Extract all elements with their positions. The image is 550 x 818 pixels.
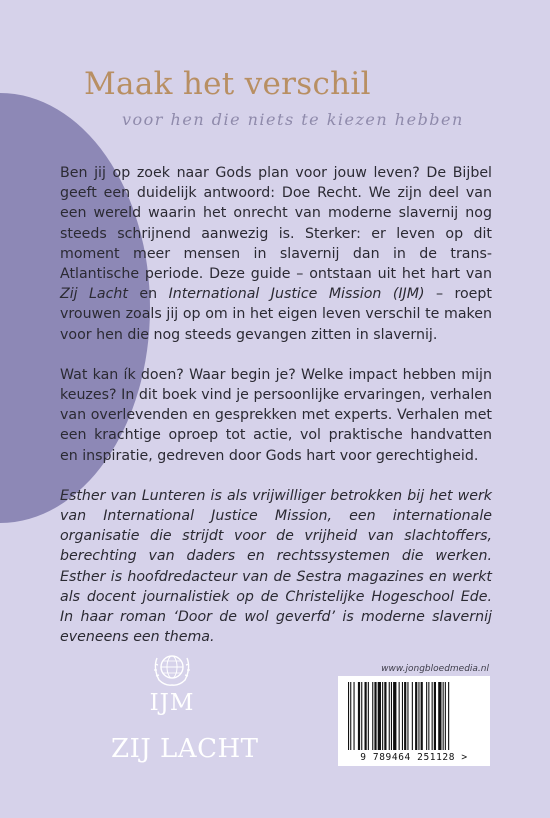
barcode-bar bbox=[374, 682, 376, 750]
blurb-paragraph-2: Wat kan ík doen? Waar begin je? Welke impact hebben mijn keuzes? In dit boek vind je persoonlijke ervaringen, verhalen van overlevenden en gesprekken met experts. Verhalen met een krachtige oproep tot actie, vol praktische handvatten en inspiratie, gedreven door Gods hart voor gerechtigheid. bbox=[60, 366, 492, 464]
barcode bbox=[338, 676, 490, 766]
barcode-bar bbox=[384, 682, 386, 750]
barcode-bar bbox=[365, 682, 367, 750]
barcode-bar bbox=[421, 682, 423, 750]
barcode-bar bbox=[354, 682, 355, 750]
barcode-bar bbox=[412, 682, 413, 750]
barcode-bars bbox=[338, 676, 490, 752]
barcode-bar bbox=[368, 682, 369, 750]
barcode-bar bbox=[438, 682, 441, 750]
barcode-bar bbox=[418, 682, 419, 750]
ijm-wordmark: IJM bbox=[149, 690, 195, 716]
barcode-bar bbox=[448, 682, 449, 750]
barcode-bar bbox=[391, 682, 392, 750]
barcode-bar bbox=[378, 682, 381, 750]
barcode-digits: 9 789464 251128 > bbox=[360, 752, 468, 763]
barcode-bar bbox=[393, 682, 396, 750]
barcode-bar bbox=[434, 682, 436, 750]
zij-lacht-logo: ZIJ LACHT bbox=[111, 734, 259, 764]
barcode-bar bbox=[389, 682, 390, 750]
blurb-text bbox=[60, 163, 492, 667]
barcode-bar bbox=[443, 682, 444, 750]
barcode-bar bbox=[361, 682, 362, 750]
cover-subtitle: voor hen die niets te kiezen hebben bbox=[122, 110, 464, 129]
barcode-bar bbox=[426, 682, 427, 750]
barcode-bar bbox=[348, 682, 349, 750]
author-bio: Esther van Lunteren is als vrijwilliger betrokken bij het werk van International Justice Mission, een internationale organisatie die strijdt voor de vrijheid van slachtoffers, berechting van daders en rechtssystemen die werken. Esther is hoofdredacteur van de Sestra magazines en werkt als docent journalistiek op de Christelijke Hogeschool Ede. In haar roman ‘Door de wol geverfd’ is moderne slavernij eveneens een thema. bbox=[60, 487, 492, 646]
barcode-bar bbox=[432, 682, 433, 750]
publisher-url: www.jongbloedmedia.nl bbox=[381, 664, 489, 674]
barcode-bar bbox=[402, 682, 403, 750]
barcode-bar bbox=[415, 682, 417, 750]
barcode-bar bbox=[358, 682, 360, 750]
blurb-paragraph-1: Ben jij op zoek naar Gods plan voor jouw leven? De Bijbel geeft een duidelijk antwoord: Doe Recht. We zijn deel van een wereld waarin het onrecht van moderne slavernij nog steeds schrijnend aanwezig is. Sterker: er leven op dit moment meer mensen in slavernij dan in de trans-Atlantische periode. Deze guide – ontstaan uit het hart van Zij Lacht en International Justice Mission (IJM) – roept vrouwen zoals jij op om in het eigen leven verschil te maken voor hen die nog steeds gevangen zitten in slavernij. bbox=[60, 165, 492, 343]
globe-wreath-icon bbox=[149, 648, 195, 688]
barcode-bar bbox=[399, 682, 400, 750]
barcode-bar bbox=[404, 682, 406, 750]
barcode-bar bbox=[372, 682, 373, 750]
barcode-bar bbox=[382, 682, 383, 750]
barcode-bar bbox=[428, 682, 429, 750]
barcode-bar bbox=[445, 682, 446, 750]
barcode-bar bbox=[407, 682, 408, 750]
barcode-bar bbox=[350, 682, 351, 750]
ijm-logo bbox=[132, 648, 212, 716]
cover-title: Maak het verschil bbox=[84, 66, 371, 102]
